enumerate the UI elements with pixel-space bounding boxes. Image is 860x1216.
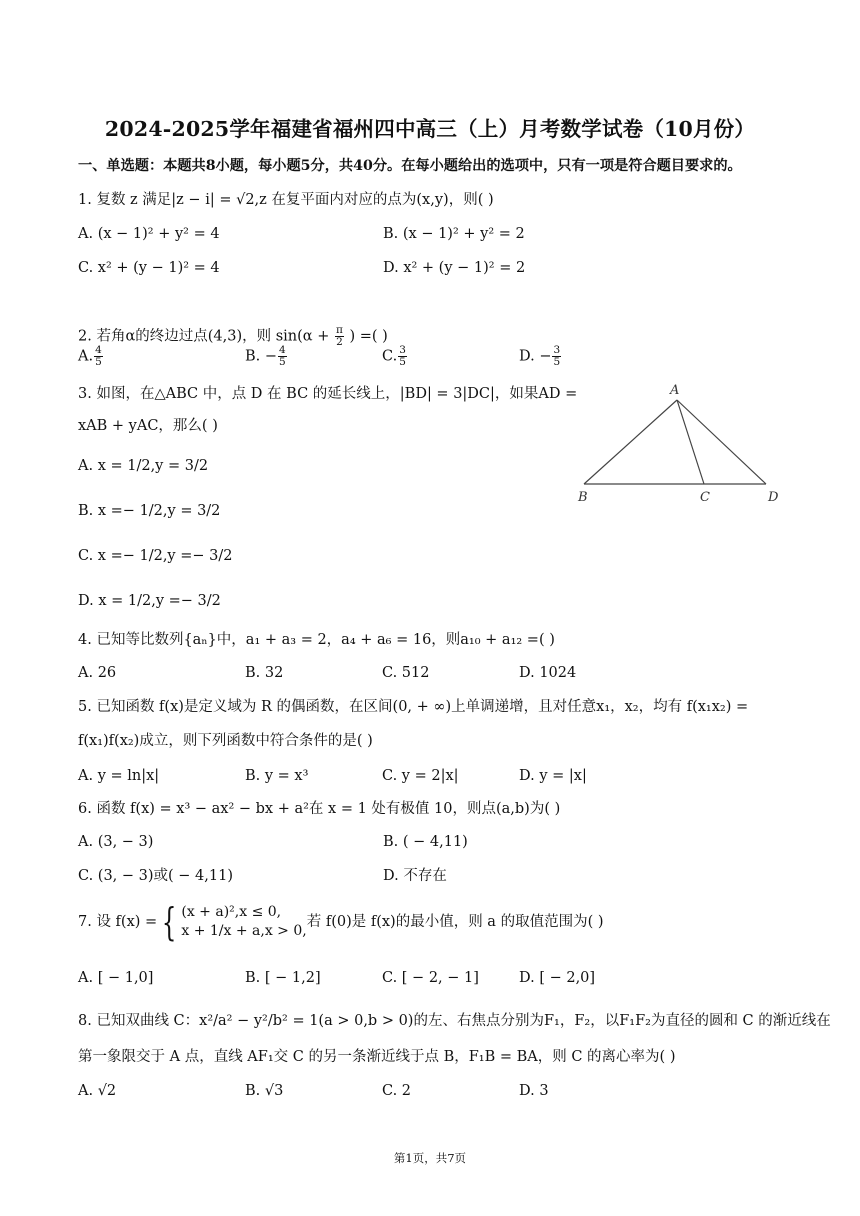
q7-option-b: B. [ − 1,2]	[245, 970, 321, 986]
question-3-stem-line2: xAB + yAC，那么( )	[78, 418, 218, 434]
q4-option-a: A. 26	[78, 665, 117, 681]
q2-stem-pre: 2. 若角α的终边过点(4,3)，则 sin(α +	[78, 328, 330, 345]
question-7-stem	[78, 900, 604, 944]
q2-a-label: A.	[78, 348, 94, 365]
question-3-stem-line1: 3. 如图，在△ABC 中，点 D 在 BC 的延长线上，|BD| = 3|DC|，如果AD =	[78, 386, 578, 402]
question-1-stem: 1. 复数 z 满足|z − i| = √2,z 在复平面内对应的点为(x,y)，则( )	[78, 192, 494, 208]
q5-option-c: C. y = 2|x|	[382, 768, 459, 784]
q3-option-c: C. x =− 1/2,y =− 3/2	[78, 548, 233, 564]
q7-case-2: x + 1/x + a,x > 0,	[181, 923, 307, 939]
q2-frac-den: 2	[336, 336, 343, 348]
q4-option-d: D. 1024	[519, 665, 577, 681]
q1-option-d: D. x² + (y − 1)² = 2	[383, 260, 526, 276]
q1-option-c: C. x² + (y − 1)² = 4	[78, 260, 220, 276]
question-4-stem: 4. 已知等比数列{aₙ}中，a₁ + a₃ = 2，a₄ + a₆ = 16，则a₁₀ + a₁₂ =( )	[78, 632, 555, 648]
q7-option-d: D. [ − 2,0]	[519, 970, 596, 986]
label-c: C	[700, 490, 710, 505]
q5-option-a: A. y = ln|x|	[78, 768, 160, 784]
q2-d-den: 5	[553, 356, 561, 368]
question-8-stem-line2: 第一象限交于 A 点，直线 AF₁交 C 的另一条渐近线于点 B，F₁B = BA，则 C 的离心率为( )	[78, 1049, 676, 1065]
q7-case-1: (x + a)²,x ≤ 0,	[181, 904, 282, 920]
label-d: D	[768, 490, 779, 505]
q2-a-num: 4	[95, 344, 102, 356]
q1-option-a: A. (x − 1)² + y² = 4	[78, 226, 220, 242]
q2-c-num: 3	[399, 344, 406, 356]
q7-option-a: A. [ − 1,0]	[78, 970, 154, 986]
q5-option-b: B. y = x³	[245, 768, 309, 784]
brace-symbol: {	[162, 900, 177, 944]
question-8-stem-line1: 8. 已知双曲线 C：x²/a² − y²/b² = 1(a > 0,b > 0)的左、右焦点分别为F₁，F₂，以F₁F₂为直径的圆和 C 的渐近线在	[78, 1013, 831, 1029]
q7-stem-pre: 7. 设 f(x) =	[78, 914, 158, 930]
question-2-stem	[78, 325, 388, 348]
question-5-stem-line2: f(x₁)f(x₂)成立，则下列函数中符合条件的是( )	[78, 733, 373, 749]
q2-b-num: 4	[279, 344, 286, 356]
q8-option-b: B. √3	[245, 1083, 284, 1099]
q6-option-d: D. 不存在	[383, 868, 447, 884]
q2-option-a	[78, 345, 104, 368]
q2-b-label: B. −	[245, 348, 278, 365]
label-a: A	[670, 383, 680, 398]
q2-stem-fraction	[335, 325, 344, 348]
q2-c-label: C.	[382, 348, 398, 365]
q8-option-a: A. √2	[78, 1083, 117, 1099]
triangle-figure	[570, 378, 800, 513]
section-heading: 一、单选题：本题共8小题，每小题5分，共40分。在每小题给出的选项中，只有一项是符合题目要求的。	[78, 158, 742, 174]
q2-option-b	[245, 345, 288, 368]
q7-stem-post: 若 f(0)是 f(x)的最小值，则 a 的取值范围为( )	[306, 914, 604, 930]
q2-b-den: 5	[279, 356, 286, 368]
q2-a-den: 5	[95, 356, 102, 368]
q3-option-d: D. x = 1/2,y =− 3/2	[78, 593, 221, 609]
page-title: 2024-2025学年福建省福州四中高三（上）月考数学试卷（10月份）	[104, 117, 756, 141]
q4-option-c: C. 512	[382, 665, 430, 681]
q8-option-c: C. 2	[382, 1083, 412, 1099]
q2-c-den: 5	[399, 356, 406, 368]
q2-d-label: D. −	[519, 348, 552, 365]
q1-option-b: B. (x − 1)² + y² = 2	[383, 226, 525, 242]
q4-option-b: B. 32	[245, 665, 284, 681]
question-5-stem-line1: 5. 已知函数 f(x)是定义域为 R 的偶函数，在区间(0, + ∞)上单调递增，且对任意x₁，x₂，均有 f(x₁x₂) =	[78, 699, 749, 715]
q2-frac-num: π	[335, 324, 343, 336]
q8-option-d: D. 3	[519, 1083, 549, 1099]
q7-piecewise	[181, 903, 306, 941]
q3-option-b: B. x =− 1/2,y = 3/2	[78, 503, 221, 519]
q2-option-d	[519, 345, 562, 368]
q2-option-c	[382, 345, 408, 368]
q6-option-c: C. (3, − 3)或( − 4,11)	[78, 868, 234, 884]
q6-option-a: A. (3, − 3)	[78, 834, 154, 850]
label-b: B	[578, 490, 588, 505]
q5-option-d: D. y = |x|	[519, 768, 587, 784]
q2-d-num: 3	[553, 344, 561, 356]
q2-stem-post: ) =( )	[349, 328, 388, 345]
question-6-stem: 6. 函数 f(x) = x³ − ax² − bx + a²在 x = 1 处有极值 10，则点(a,b)为( )	[78, 801, 561, 817]
page-footer: 第1页，共7页	[393, 1151, 467, 1165]
segment-ab	[584, 400, 677, 484]
q6-option-b: B. ( − 4,11)	[383, 834, 468, 850]
q7-option-c: C. [ − 2, − 1]	[382, 970, 479, 986]
q3-option-a: A. x = 1/2,y = 3/2	[78, 458, 209, 474]
